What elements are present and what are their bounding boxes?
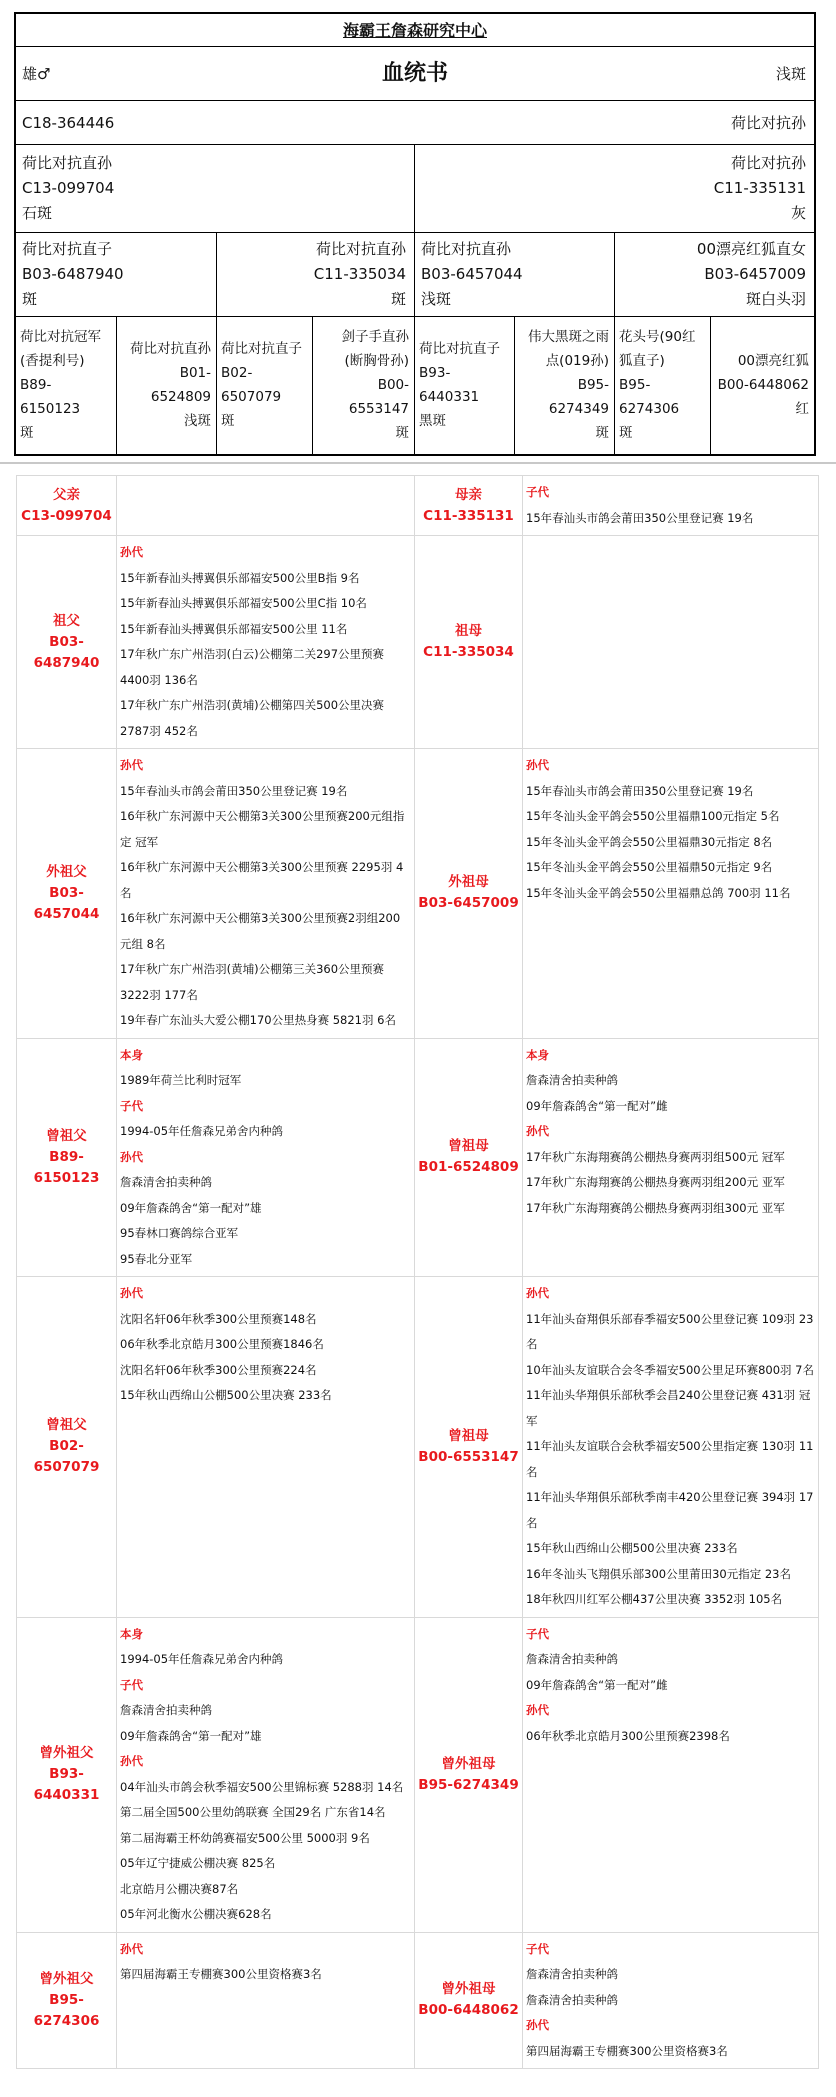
ancestor-name-cell <box>415 1617 523 1932</box>
achievements-cell <box>523 1038 819 1277</box>
dam-ring: C11-335131 <box>713 179 806 197</box>
ancestor-name-cell <box>17 1277 117 1618</box>
sire-strain: 荷比对抗直孙 <box>22 154 113 172</box>
achievement-line: 16年秋广东河源中天公棚第3关300公里预赛 2295羽 4名 <box>120 860 404 900</box>
achievement-line: 11年汕头华翔俱乐部秋季会昌240公里登记赛 431羽 冠军 <box>526 1388 811 1428</box>
grandparent-ring: B03-6457009 <box>704 265 806 283</box>
achievement-line: 第二届全国500公里幼鸽联赛 全国29名 广东省14名 <box>120 1805 386 1819</box>
section-heading: 孙代 <box>120 1149 143 1164</box>
section-heading: 本身 <box>120 1047 143 1062</box>
achievement-line: 詹森清舍拍卖种鸽 <box>120 1175 212 1189</box>
achievement-line: 06年秋季北京皓月300公里预赛2398名 <box>526 1728 730 1743</box>
ancestor-name-cell <box>17 536 117 749</box>
section-heading: 孙代 <box>526 1703 549 1717</box>
achievement-line: 17年秋广东海翔赛鸽公棚热身赛两羽组300元 亚军 <box>526 1200 785 1215</box>
relation-label: 曾祖父 <box>46 1127 87 1144</box>
grandparent-ring: B03-6487940 <box>22 265 124 283</box>
ancestor-name-cell <box>415 1932 523 2069</box>
gg-line: 6274306 <box>619 401 680 417</box>
section-heading: 孙代 <box>120 545 143 559</box>
achievement-line: 17年秋广东广州浩羽(白云)公棚第二关297公里预赛 4400羽 136名 <box>120 647 385 687</box>
achievement-line: 17年秋广东海翔赛鸽公棚热身赛两羽组200元 亚军 <box>526 1175 785 1189</box>
gg-line: 剑子手直孙 <box>341 329 409 345</box>
gg-line: 斑 <box>395 425 409 441</box>
grandparent-strain: 荷比对抗直孙 <box>421 240 512 258</box>
achievement-line: 沈阳名轩06年秋季300公里预赛148名 <box>120 1311 317 1326</box>
achievement-line: 1989年荷兰比利时冠军 <box>120 1073 242 1087</box>
ancestor-ring: B03-6457009 <box>418 895 519 912</box>
grandparent-strain: 荷比对抗直孙 <box>315 240 406 258</box>
achievement-line: 15年冬汕头金平鸽会550公里福鼎100元指定 5名 <box>526 809 780 823</box>
dam-strain: 荷比对抗孙 <box>730 154 806 172</box>
gg-line: 黑斑 <box>419 413 446 429</box>
gg-line: B95- <box>619 377 651 393</box>
gg-line: 斑 <box>595 425 609 441</box>
relation-label: 祖母 <box>455 623 482 639</box>
gg-line: 6274349 <box>548 401 609 417</box>
gg-line: 00漂亮红狐 <box>737 353 809 369</box>
gg-line: 点(019孙) <box>545 353 609 369</box>
achievements-cell <box>117 536 415 749</box>
achievements-cell <box>523 1617 819 1932</box>
relation-label: 母亲 <box>455 486 482 503</box>
achievement-line: 詹森清舍拍卖种鸽 <box>120 1703 212 1717</box>
ancestor-row <box>17 749 819 1039</box>
achievement-line: 11年汕头友谊联合会秋季福安500公里指定赛 130羽 11名 <box>526 1439 814 1479</box>
ancestor-ring: B00-6448062 <box>418 2002 519 2019</box>
relation-label: 曾祖父 <box>46 1417 87 1434</box>
achievement-line: 04年汕头市鸽会秋季福安500公里锦标赛 5288羽 14名 <box>120 1779 404 1794</box>
relation-label: 曾祖母 <box>448 1138 489 1155</box>
ancestor-name-cell <box>415 536 523 749</box>
ancestor-ring: B03-6457044 <box>33 884 100 922</box>
achievement-line: 15年新春汕头搏翼俱乐部福安500公里C指 10名 <box>120 596 367 610</box>
grandparent-color: 斑白头羽 <box>745 290 806 308</box>
ancestor-name-cell <box>415 476 523 536</box>
pedigree-sheet <box>14 12 816 456</box>
dam-color: 灰 <box>790 204 806 222</box>
achievement-line: 15年秋山西绵山公棚500公里决赛 233名 <box>526 1541 738 1555</box>
achievement-line: 第二届海霸王杯幼鸽赛福安500公里 5000羽 9名 <box>120 1830 370 1845</box>
gg-line: 斑 <box>619 425 633 441</box>
achievements-cell <box>523 536 819 749</box>
achievement-line: 09年詹森鸽舍“第一配对”雌 <box>526 1677 668 1692</box>
ancestor-ring: B93-6440331 <box>33 1766 100 1803</box>
section-heading: 孙代 <box>526 1124 549 1138</box>
color-label: 浅斑 <box>775 65 806 83</box>
great-grandparent-cell <box>414 317 514 454</box>
gg-line: 荷比对抗直子 <box>419 341 500 357</box>
achievement-line: 17年秋广东广州浩羽(黄埔)公棚第三关360公里预赛 3222羽 177名 <box>120 962 385 1002</box>
grandparent-ring: C11-335034 <box>313 265 406 283</box>
achievements-cell <box>117 1038 415 1277</box>
ancestor-row <box>17 1038 819 1277</box>
achievement-line: 1994-05年任詹森兄弟舍内种鸽 <box>120 1124 284 1138</box>
gg-line: 荷比对抗直孙 <box>130 341 211 357</box>
gg-line: 荷比对抗直子 <box>221 341 302 357</box>
great-grandparents-row <box>16 317 814 454</box>
sire-ring: C13-099704 <box>22 179 115 197</box>
section-heading: 孙代 <box>120 1754 143 1768</box>
achievement-line: 05年河北衡水公棚决赛628名 <box>120 1907 272 1921</box>
achievement-line: 15年春汕头市鸽会莆田350公里登记赛 19名 <box>120 783 348 798</box>
achievement-line: 15年新春汕头搏翼俱乐部福安500公里 11名 <box>120 621 348 636</box>
achievement-line: 北京皓月公棚决赛87名 <box>120 1881 239 1896</box>
achievements-cell <box>117 1277 415 1618</box>
section-heading: 子代 <box>526 1941 549 1956</box>
achievements-cell <box>117 749 415 1039</box>
center-name: 海霸王詹森研究中心 <box>342 21 487 40</box>
ancestor-row <box>17 1277 819 1618</box>
ancestor-row <box>17 1932 819 2069</box>
sire-color: 石斑 <box>22 204 53 222</box>
relation-label: 曾外祖父 <box>39 1970 94 1987</box>
ancestor-ring: B01-6524809 <box>418 1159 519 1176</box>
achievements-cell <box>117 1932 415 2069</box>
grandparent-cell <box>414 233 614 316</box>
achievement-line: 09年詹森鸽舍“第一配对”雄 <box>120 1200 262 1215</box>
achievement-line: 15年冬汕头金平鸽会550公里福鼎50元指定 9名 <box>526 860 773 874</box>
ancestor-ring: B03-6487940 <box>33 633 100 671</box>
achievement-line: 15年秋山西绵山公棚500公里决赛 233名 <box>120 1388 332 1402</box>
achievements-cell <box>117 1617 415 1932</box>
ring-row <box>16 101 814 145</box>
parents-row <box>16 145 814 233</box>
gg-line: B02- <box>221 365 253 381</box>
ancestor-ring: C13-099704 <box>21 507 112 524</box>
achievement-line: 15年冬汕头金平鸽会550公里福鼎总鸽 700羽 11名 <box>526 885 791 900</box>
achievement-line: 15年新春汕头搏翼俱乐部福安500公里B指 9名 <box>120 570 360 585</box>
gg-line: 6553147 <box>348 401 409 417</box>
ancestor-name-cell <box>17 1617 117 1932</box>
section-heading: 孙代 <box>120 1941 143 1956</box>
achievement-line: 16年秋广东河源中天公棚第3关300公里预赛2羽组200元组 8名 <box>120 911 401 951</box>
achievements-cell <box>523 476 819 536</box>
section-divider <box>0 462 836 464</box>
gg-line: B93- <box>419 365 451 381</box>
section-heading: 孙代 <box>526 758 549 772</box>
achievement-line: 09年詹森鸽舍“第一配对”雄 <box>120 1728 262 1743</box>
relation-label: 父亲 <box>53 486 80 503</box>
relation-label: 曾外祖父 <box>39 1745 94 1761</box>
gg-line: 伟大黑斑之雨 <box>528 329 609 345</box>
achievement-line: 第四届海霸王专棚赛300公里资格赛3名 <box>120 1967 322 1981</box>
achievement-line: 09年詹森鸽舍“第一配对”雌 <box>526 1098 668 1113</box>
gg-line: (断胸骨孙) <box>344 353 409 369</box>
gg-line: B89- <box>20 377 52 393</box>
achievement-line: 17年秋广东海翔赛鸽公棚热身赛两羽组500元 冠军 <box>526 1149 785 1164</box>
achievement-line: 15年春汕头市鸽会莆田350公里登记赛 19名 <box>526 510 754 525</box>
achievement-line: 詹森清舍拍卖种鸽 <box>526 1652 618 1666</box>
great-grandparent-cell <box>216 317 312 454</box>
gg-line: 红 <box>795 401 809 417</box>
achievements-cell <box>523 1932 819 2069</box>
ancestor-name-cell <box>17 476 117 536</box>
ancestor-name-cell <box>17 749 117 1039</box>
great-grandparent-cell <box>514 317 614 454</box>
ancestor-details-table <box>16 475 819 2069</box>
great-grandparent-cell <box>116 317 216 454</box>
achievement-line: 16年秋广东河源中天公棚第3关300公里预赛200元组指定 冠军 <box>120 809 405 849</box>
gg-line: 6524809 <box>150 389 211 405</box>
ancestor-row <box>17 476 819 536</box>
gg-line: B01- <box>179 365 211 381</box>
gg-line: 荷比对抗冠军 <box>20 329 101 345</box>
gg-line: 6150123 <box>20 401 81 417</box>
ancestor-ring: B02-6507079 <box>33 1438 100 1476</box>
achievement-line: 15年春汕头市鸽会莆田350公里登记赛 19名 <box>526 783 754 798</box>
gg-line: 斑 <box>20 425 34 441</box>
achievements-cell <box>523 749 819 1039</box>
ancestor-name-cell <box>415 749 523 1039</box>
achievement-line: 詹森清舍拍卖种鸽 <box>526 1967 618 1981</box>
dam-cell <box>414 145 814 232</box>
great-grandparent-cell <box>16 317 116 454</box>
achievement-line: 11年汕头华翔俱乐部秋季南丰420公里登记赛 394羽 17名 <box>526 1490 814 1530</box>
achievement-line: 16年冬汕头飞翔俱乐部300公里莆田30元指定 23名 <box>526 1566 792 1581</box>
title-row <box>16 47 814 101</box>
section-heading: 本身 <box>120 1626 143 1641</box>
achievement-line: 15年冬汕头金平鸽会550公里福鼎30元指定 8名 <box>526 834 773 849</box>
grandparent-color: 斑 <box>390 290 406 308</box>
achievements-cell <box>117 476 415 536</box>
achievement-line: 第四届海霸王专棚赛300公里资格赛3名 <box>526 2043 728 2058</box>
ancestor-ring: C11-335034 <box>423 644 514 660</box>
section-heading: 子代 <box>120 1677 143 1692</box>
gg-line: 花头号(90红 <box>619 329 696 345</box>
relation-label: 曾祖母 <box>448 1427 489 1444</box>
achievement-line: 05年辽宁捷威公棚决赛 825名 <box>120 1856 276 1870</box>
sex-label: 雄♂ <box>22 65 51 83</box>
great-grandparent-cell <box>710 317 814 454</box>
ancestor-ring: B95-6274349 <box>418 1776 519 1793</box>
gg-line: 浅斑 <box>184 413 211 429</box>
achievement-line: 11年汕头奋翔俱乐部春季福安500公里登记赛 109羽 23名 <box>526 1311 814 1351</box>
relation-label: 祖父 <box>53 612 80 629</box>
grandparent-strain: 00漂亮红狐直女 <box>696 240 806 258</box>
grandparent-strain: 荷比对抗直子 <box>22 240 113 258</box>
achievement-line: 17年秋广东广州浩羽(黄埔)公棚第四关500公里决赛 2787羽 452名 <box>120 698 385 738</box>
ancestor-name-cell <box>415 1038 523 1277</box>
gg-line: 6440331 <box>419 389 480 405</box>
achievement-line: 1994-05年任詹森兄弟舍内种鸽 <box>120 1652 284 1666</box>
achievement-line: 詹森清舍拍卖种鸽 <box>526 1073 618 1087</box>
section-heading: 子代 <box>120 1098 143 1113</box>
grandparents-row <box>16 233 814 317</box>
section-heading: 子代 <box>526 485 549 499</box>
details-body <box>17 476 819 2069</box>
grandparent-color: 浅斑 <box>421 290 452 308</box>
achievement-line: 18年秋四川红军公棚437公里决赛 3352羽 105名 <box>526 1592 783 1606</box>
section-heading: 孙代 <box>120 1286 143 1300</box>
strain-label: 荷比对抗孙 <box>730 114 806 132</box>
gg-line: 狐直子) <box>619 353 665 369</box>
achievement-line: 詹森清舍拍卖种鸽 <box>526 1992 618 2007</box>
center-row <box>16 14 814 47</box>
ancestor-ring: B95-6274306 <box>33 1991 100 2029</box>
grandparent-cell <box>216 233 414 316</box>
ancestor-row <box>17 536 819 749</box>
grandparent-color: 斑 <box>22 290 38 308</box>
section-heading: 本身 <box>526 1047 549 1062</box>
achievement-line: 10年汕头友谊联合会冬季福安500公里足环赛800羽 7名 <box>526 1362 815 1377</box>
achievement-line: 06年秋季北京皓月300公里预赛1846名 <box>120 1337 324 1351</box>
section-heading: 孙代 <box>526 2018 549 2032</box>
section-heading: 孙代 <box>120 758 143 772</box>
grandparent-cell <box>16 233 216 316</box>
grandparent-cell <box>614 233 814 316</box>
ring-number: C18-364446 <box>22 114 115 132</box>
relation-label: 外祖父 <box>46 863 87 880</box>
great-grandparent-cell <box>312 317 414 454</box>
ancestor-name-cell <box>17 1932 117 2069</box>
page-title: 血统书 <box>381 61 448 86</box>
section-heading: 子代 <box>526 1626 549 1641</box>
gg-line: B95- <box>577 377 609 393</box>
relation-label: 曾外祖母 <box>441 1981 496 1998</box>
ancestor-ring: B00-6553147 <box>418 1448 519 1465</box>
relation-label: 曾外祖母 <box>441 1755 496 1772</box>
great-grandparent-cell <box>614 317 710 454</box>
gg-line: B00- <box>377 377 409 393</box>
section-heading: 孙代 <box>526 1286 549 1300</box>
gg-line: (香提利号) <box>20 353 85 369</box>
achievements-cell <box>523 1277 819 1618</box>
gg-line: 6507079 <box>221 389 282 405</box>
ancestor-name-cell <box>17 1038 117 1277</box>
ancestor-ring: B89-6150123 <box>33 1148 100 1186</box>
ancestor-row <box>17 1617 819 1932</box>
achievement-line: 95春林口赛鸽综合亚军 <box>120 1226 239 1240</box>
achievement-line: 沈阳名轩06年秋季300公里预赛224名 <box>120 1362 317 1377</box>
achievement-line: 95春北分亚军 <box>120 1251 193 1266</box>
ancestor-name-cell <box>415 1277 523 1618</box>
gg-line: 斑 <box>221 413 235 429</box>
achievement-line: 19年春广东汕头大爱公棚170公里热身赛 5821羽 6名 <box>120 1013 396 1027</box>
gg-line: B00-6448062 <box>717 377 809 393</box>
relation-label: 外祖母 <box>448 874 489 891</box>
sire-cell <box>16 145 414 232</box>
grandparent-ring: B03-6457044 <box>421 265 523 283</box>
ancestor-ring: C11-335131 <box>423 507 514 524</box>
